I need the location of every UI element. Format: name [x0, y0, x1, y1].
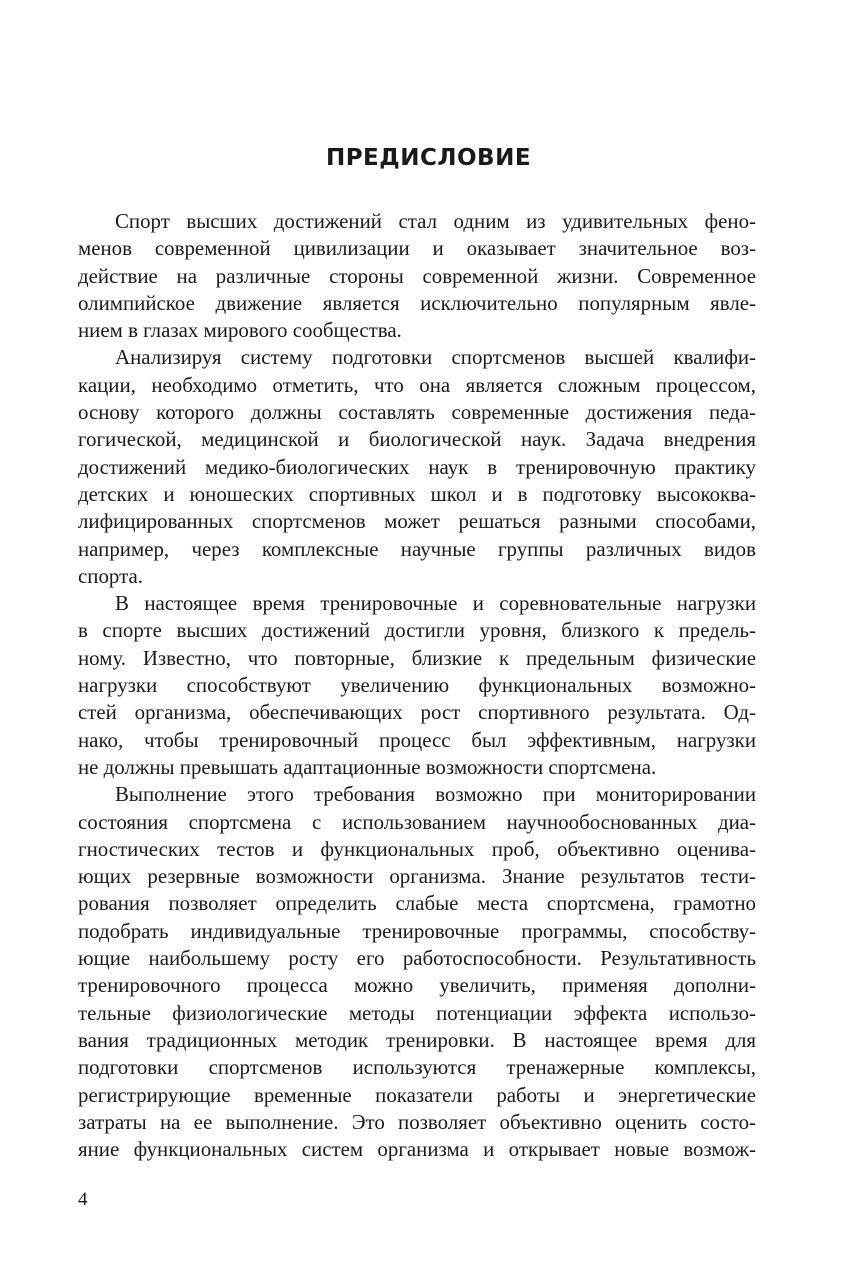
- text-line: спорта.: [78, 563, 143, 588]
- text-line: затраты на ее выполнение. Это позволяет объективно оценить состо-: [78, 1109, 756, 1134]
- text-line: в спорте высших достижений достигли уровня, близкого к предель-: [78, 618, 756, 643]
- text-line: гогической, медицинской и биологической наук. Задача внедрения: [78, 427, 756, 452]
- text-line: лифицированных спортсменов может решаться разными способами,: [78, 509, 756, 534]
- text-line: регистрирующие временные показатели работы и энергетические: [78, 1082, 756, 1107]
- text-line: тельные физиологические методы потенциации эффекта использо-: [78, 1000, 756, 1025]
- text-line: состояния спортсмена с использованием научнообоснованных диа-: [78, 809, 756, 834]
- text-line: детских и юношеских спортивных школ и в подготовку высококва-: [78, 481, 756, 506]
- text-line: достижений медико-биологических наук в тренировочную практику: [78, 454, 756, 479]
- text-line: нагрузки способствуют увеличению функциональных возможно-: [78, 673, 756, 698]
- text-line: стей организма, обеспечивающих рост спортивного результата. Од-: [78, 700, 756, 725]
- text-line: рования позволяет определить слабые места спортсмена, грамотно: [78, 891, 756, 916]
- text-line: подготовки спортсменов используются тренажерные комплексы,: [78, 1055, 756, 1080]
- text-line: ному. Известно, что повторные, близкие к предельным физические: [78, 645, 756, 670]
- text-line: нако, чтобы тренировочный процесс был эффективным, нагрузки: [78, 727, 756, 752]
- text-line: не должны превышать адаптационные возможности спортсмена.: [78, 754, 657, 779]
- text-line: ющих резервные возможности организма. Знание результатов тести-: [78, 864, 756, 889]
- text-line: основу которого должны составлять современные достижения педа-: [78, 400, 756, 425]
- text-line: олимпийское движение является исключительно популярным явле-: [78, 290, 756, 315]
- text-line: Анализируя систему подготовки спортсменов высшей квалифи-: [115, 345, 756, 370]
- text-line: нием в глазах мирового сообщества.: [78, 318, 402, 343]
- text-line: Выполнение этого требования возможно при мониторировании: [115, 782, 756, 807]
- text-line: гностических тестов и функциональных проб, объективно оценива-: [78, 836, 756, 861]
- text-line: яние функциональных систем организма и открывает новые возмож-: [78, 1137, 756, 1162]
- text-line: Спорт высших достижений стал одним из удивительных фено-: [115, 209, 756, 233]
- text-line: вания традиционных методик тренировки. В настоящее время для: [78, 1027, 756, 1052]
- body-text: [78, 208, 756, 1163]
- text-line: В настоящее время тренировочные и соревновательные нагрузки: [115, 591, 756, 616]
- text-line: например, через комплексные научные группы различных видов: [78, 536, 756, 561]
- text-line: действие на различные стороны современной жизни. Современное: [78, 263, 756, 288]
- text-line: кации, необходимо отметить, что она является сложным процессом,: [78, 372, 756, 397]
- text-line: ющие наибольшему росту его работоспособности. Результативность: [78, 946, 756, 971]
- text-line: подобрать индивидуальные тренировочные программы, способству-: [78, 918, 756, 943]
- text-line: тренировочного процесса можно увеличить, применяя дополни-: [78, 973, 756, 998]
- text-line: менов современной цивилизации и оказывает значительное воз-: [78, 236, 756, 261]
- page-title: ПРЕДИСЛОВИЕ: [325, 145, 532, 171]
- page-number: 4: [78, 1189, 88, 1210]
